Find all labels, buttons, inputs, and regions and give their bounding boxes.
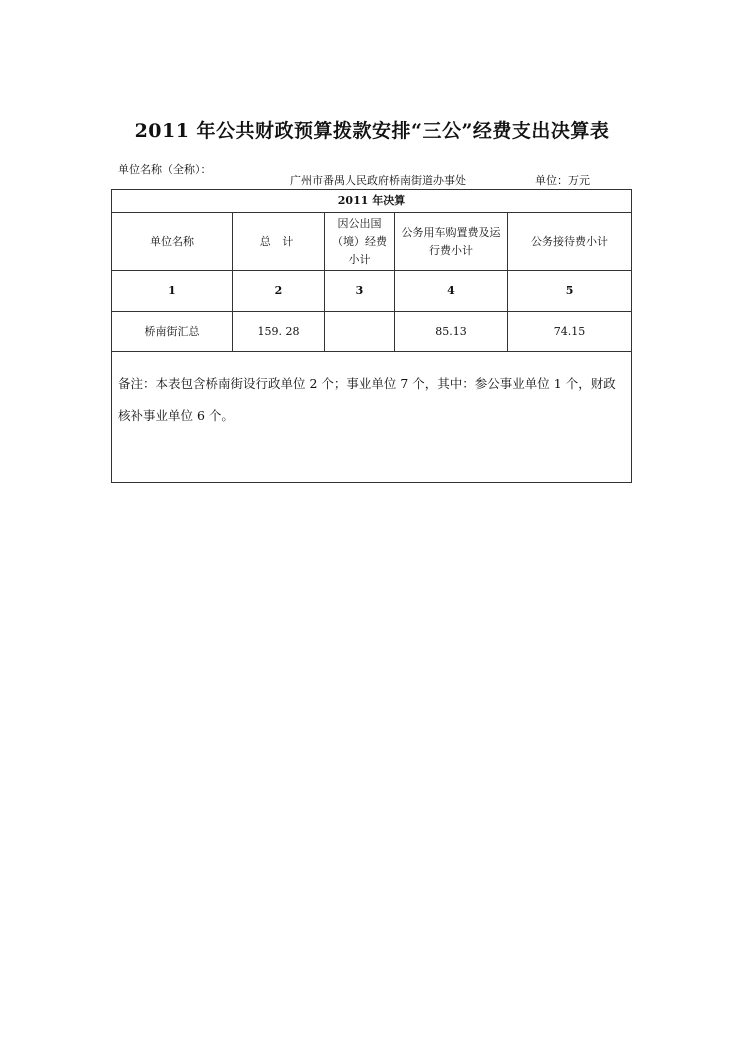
column-header-reception: 公务接待费小计 — [508, 213, 632, 271]
column-number: 2 — [233, 271, 325, 312]
column-header-unit-name: 单位名称 — [112, 213, 233, 271]
cell-vehicle: 85.13 — [395, 312, 508, 352]
column-header-total: 总 计 — [233, 213, 325, 271]
table-note: 备注：本表包含桥南街设行政单位 2 个；事业单位 7 个，其中：参公事业单位 1 个，财政核补事业单位 6 个。 — [112, 352, 632, 483]
column-header-vehicle: 公务用车购置费及运行费小计 — [395, 213, 508, 271]
column-number: 3 — [325, 271, 395, 312]
column-header-row — [112, 213, 632, 271]
column-number: 5 — [508, 271, 632, 312]
cell-unit-name: 桥南街汇总 — [112, 312, 233, 352]
column-header-overseas-travel: 因公出国（境）经费小计 — [325, 213, 395, 271]
year-header-row — [112, 190, 632, 213]
column-number: 4 — [395, 271, 508, 312]
organization-name: 广州市番禺人民政府桥南街道办事处 — [290, 174, 466, 187]
cell-overseas-travel — [325, 312, 395, 352]
page-title: 2011 年公共财政预算拨款安排“三公”经费支出决算表 — [134, 120, 610, 142]
year-header: 2011 年决算 — [112, 190, 632, 213]
currency-unit-label: 单位：万元 — [535, 174, 590, 187]
budget-table — [111, 189, 632, 483]
cell-reception: 74.15 — [508, 312, 632, 352]
table-row — [112, 312, 632, 352]
note-row — [112, 352, 632, 483]
cell-total: 159. 28 — [233, 312, 325, 352]
column-number-row — [112, 271, 632, 312]
unit-name-label: 单位名称（全称）： — [118, 163, 212, 176]
column-number: 1 — [112, 271, 233, 312]
